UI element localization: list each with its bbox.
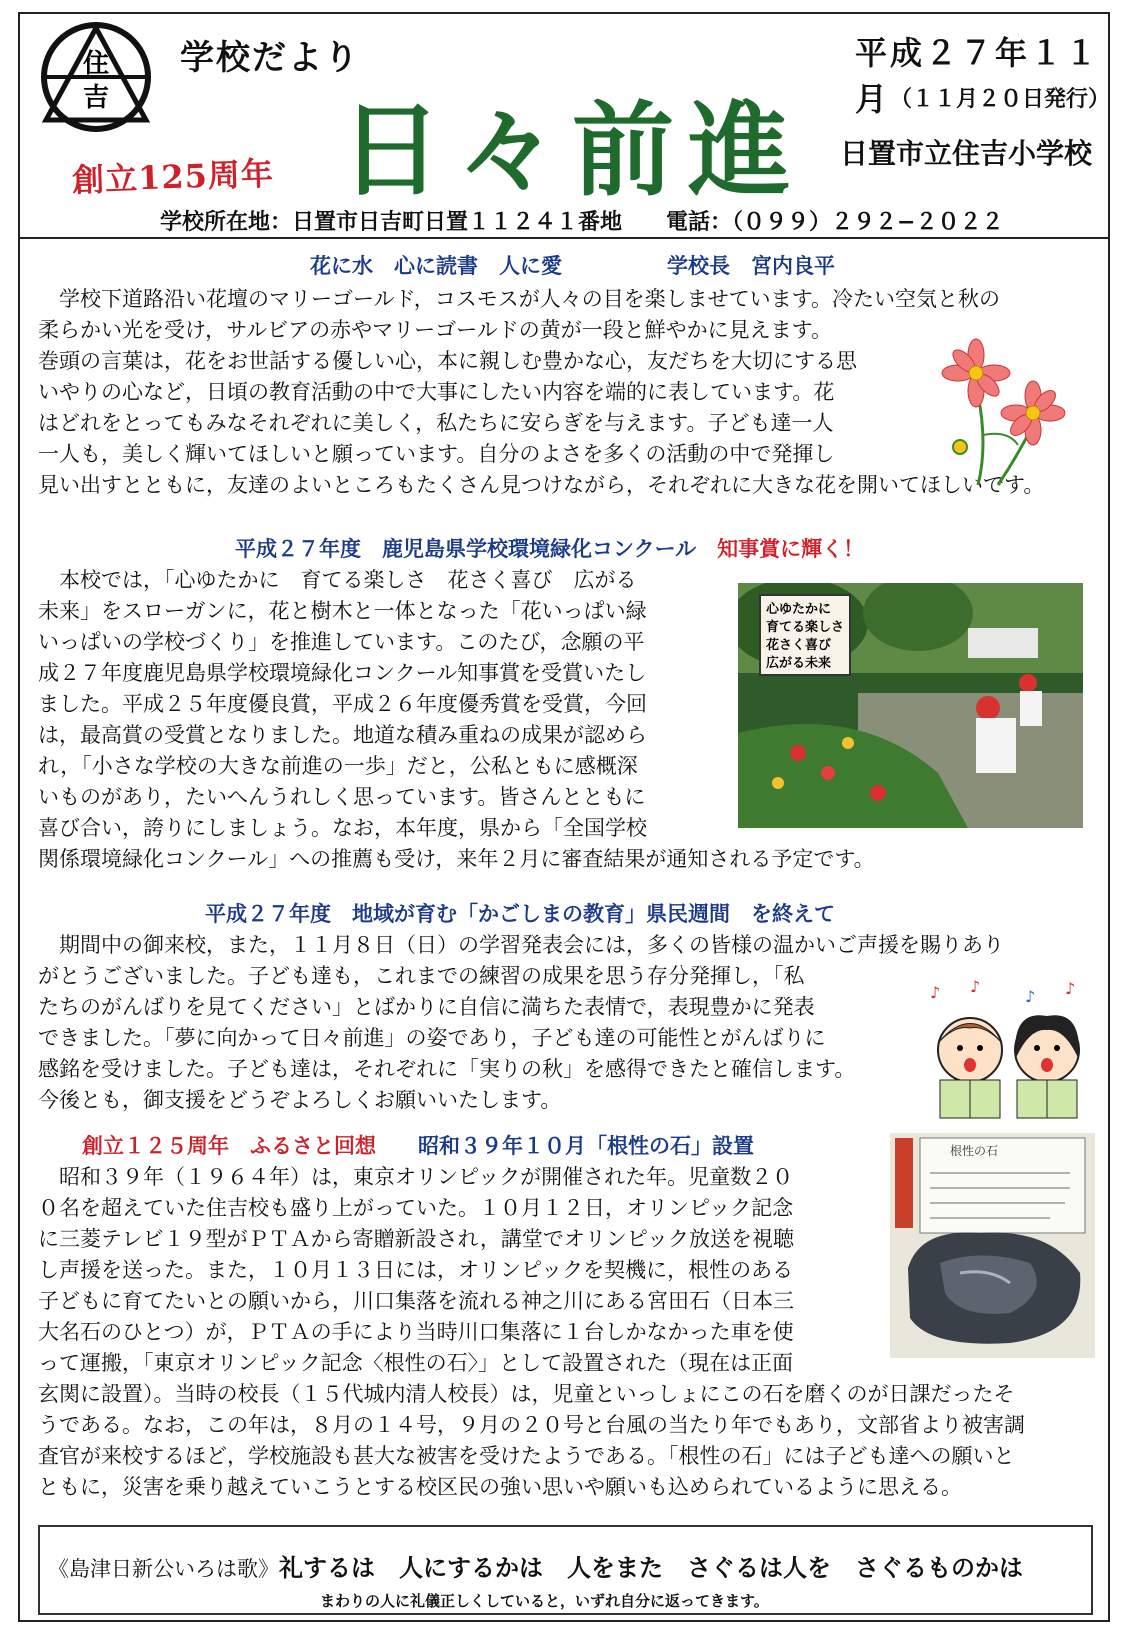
section3-line: 今後とも，御支援をどうぞよろしくお願いいたします。 bbox=[38, 1088, 562, 1112]
address-text: 学校所在地：日置市日吉町日置１１２４１番地 bbox=[160, 210, 623, 235]
section1-line: 見い出すとともに，友達のよいところもたくさん見つけながら，それぞれに大きな花を開いてほしいです。 bbox=[38, 473, 1045, 497]
photo-sign-line: 育てる楽しさ bbox=[766, 620, 845, 635]
section4-line: 子どもに育てたいとの願いから，川口集落を流れる神之川にある宮田石（日本三 bbox=[38, 1289, 794, 1313]
section3-line: 感銘を受けました。子ども達は，それぞれに「実りの秋」を感得できたと確信します。 bbox=[38, 1057, 856, 1081]
singing-kids-illustration bbox=[925, 980, 1100, 1120]
stone-photo bbox=[890, 1133, 1095, 1358]
photo-sign-line: 花さく喜び bbox=[766, 638, 832, 653]
section4-title-anniv: 創立１２５周年 ふるさと回想 bbox=[82, 1134, 376, 1158]
emblem-char-1: 住 bbox=[82, 49, 110, 79]
address-line bbox=[160, 205, 1003, 236]
issue-note: （１１月２０日発行） bbox=[890, 87, 1111, 112]
section2-award: 知事賞 bbox=[717, 537, 781, 561]
section4-line: ０名を超えていた住吉校も盛り上がっていた。１０月１２日，オリンピック記念 bbox=[38, 1196, 794, 1220]
photo-sign-line: 心ゆたかに bbox=[766, 602, 832, 617]
section3-heading: 平成２７年度 地域が育む「かごしまの教育」県民週間 を終えて bbox=[205, 902, 835, 926]
section1-line: 学校下道路沿い花壇のマリーゴールド，コスモスが人々の目を楽しませています。冷たい空気と秋の bbox=[38, 287, 1001, 311]
section2-line: いものがあり，たいへんうれしく思っています。皆さんとともに bbox=[38, 785, 646, 809]
section3-line: がとうございました。子ども達も，これまでの練習の成果を思う存分発揮し，「私 bbox=[38, 964, 805, 988]
section4-line: ともに，災害を乗り越えていこうとする校区民の強い思いや願いも込められているように思える。 bbox=[38, 1475, 962, 1499]
section1-line: はどれをとってもみなそれぞれに美しく，私たちに安らぎを与えます。子ども達一人 bbox=[38, 411, 834, 435]
section3-line: できました。「夢に向かって日々前進」の姿であり，子ども達の可能性とがんばりに bbox=[38, 1026, 826, 1050]
svg-text:♪: ♪ bbox=[1025, 987, 1036, 1006]
section2-line: 成２７年度鹿児島県学校環境緑化コンクール知事賞を受賞いたし bbox=[38, 661, 647, 685]
section2-line: 喜び合い，誇りにしましょう。なお，本年度，県から「全国学校 bbox=[38, 816, 647, 840]
footer-poem bbox=[48, 1548, 1023, 1583]
stone-sign-caption: 根性の石 bbox=[950, 1144, 999, 1158]
school-emblem-logo bbox=[38, 20, 158, 135]
section1-title: 花に水 心に読書 人に愛 bbox=[310, 254, 562, 278]
section4-line: 査官が来校するほど，学校施設も甚大な被害を受けたようである。「根性の石」には子ども達への願いと bbox=[38, 1444, 1015, 1468]
svg-text:♪: ♪ bbox=[930, 983, 941, 1002]
newsletter-label: 学校だより bbox=[180, 38, 360, 78]
section2-title-tail: に輝く！ bbox=[780, 537, 865, 561]
section1-line: 柔らかい光を受け，サルビアの赤やマリーゴールドの黄が一段と鮮やかに見えます。 bbox=[38, 318, 833, 342]
section2-line: は，最高賞の受賞となりました。地道な積み重ねの成果が認めら bbox=[38, 723, 647, 747]
section4-heading bbox=[82, 1130, 754, 1160]
svg-text:♪: ♪ bbox=[1065, 980, 1076, 998]
section1-line: 巻頭の言葉は，花をお世話する優しい心，本に親しむ豊かな心，友だちを大切にする思 bbox=[38, 349, 857, 373]
cosmos-flower-illustration bbox=[938, 335, 1068, 490]
section1-author: 学校長 宮内良平 bbox=[667, 254, 835, 278]
section1-line: 一人も，美しく輝いてほしいと願っています。自分のよさを多くの活動の中で発揮し bbox=[38, 442, 835, 466]
section2-line: ました。平成２５年度優良賞，平成２６年度優秀賞を受賞，今回 bbox=[38, 692, 647, 716]
phone-text: 電話：（０９９）２９２−２０２２ bbox=[666, 210, 1004, 235]
poem-text: 礼するは 人にするかは 人をまた さぐるは人を さぐるものかは bbox=[279, 1554, 1023, 1582]
newsletter-title: 日々前進 bbox=[340, 91, 804, 211]
section4-line: って運搬，「東京オリンピック記念〈根性の石〉」として設置された（現在は正面 bbox=[38, 1351, 794, 1375]
section4-line: に三菱テレビ１９型がＰＴＡから寄贈新設され，講堂でオリンピック放送を視聴 bbox=[38, 1227, 794, 1251]
section2-line: れ，「小さな学校の大きな前進の一歩」だと，公私ともに感概深 bbox=[38, 754, 638, 778]
section4-line: し声援を送った。また，１０月１３日には，オリンピックを契機に，根性のある bbox=[38, 1258, 794, 1282]
footer-note: まわりの人に礼儀正しくしていると，いずれ自分に返ってきます。 bbox=[320, 1592, 769, 1610]
section4-line: 玄関に設置）。当時の校長（１５代城内清人校長）は，児童といっしょにこの石を磨くのが日課だったそ bbox=[38, 1382, 1015, 1406]
anniversary-badge: 創立125周年 bbox=[71, 154, 275, 200]
section2-line: 関係環境緑化コンクール」への推薦も受け，来年２月に審査結果が通知される予定です。 bbox=[38, 847, 875, 871]
issue-date: 平成２７年１１月 bbox=[855, 34, 1101, 118]
emblem-char-2: 吉 bbox=[82, 83, 110, 113]
section2-heading bbox=[235, 533, 864, 563]
school-name: 日置市立住吉小学校 bbox=[840, 137, 1093, 170]
section3-line: たちのがんばりを見てください」とばかりに自信に満ちた表情で，表現豊かに発表 bbox=[38, 995, 815, 1019]
section3-line: 期間中の御来校，また，１１月８日（日）の学習発表会には，多くの皆様の温かいご声援を賜りあり bbox=[38, 933, 1004, 957]
section2-title: 平成２７年度 鹿児島県学校環境緑化コンクール bbox=[235, 537, 718, 561]
section2-line: 本校では，「心ゆたかに 育てる楽しさ 花さく喜び 広がる bbox=[38, 568, 637, 592]
header-divider bbox=[18, 237, 1110, 239]
section4-title: 昭和３９年１０月「根性の石」設置 bbox=[418, 1134, 754, 1158]
section2-line: いっぱいの学校づくり」を推進しています。このたび，念願の平 bbox=[38, 630, 645, 654]
garden-photo bbox=[738, 583, 1083, 828]
section4-line: うである。なお，この年は，８月の１４号，９月の２０号と台風の当たり年でもあり，文部省より被害調 bbox=[38, 1413, 1025, 1437]
svg-text:♪: ♪ bbox=[970, 980, 981, 996]
section1-heading bbox=[310, 250, 835, 280]
section4-line: 大名石のひとつ）が，ＰＴＡの手により当時川口集落に１台しかなかった車を使 bbox=[38, 1320, 794, 1344]
poem-label: 《島津日新公いろは歌》 bbox=[48, 1557, 279, 1581]
section2-line: 未来」をスローガンに，花と樹木と一体となった「花いっぱい緑 bbox=[38, 599, 647, 623]
section4-line: 昭和３９年（１９６４年）は，東京オリンピックが開催された年。児童数２０ bbox=[38, 1165, 794, 1189]
section1-line: いやりの心など，日頃の教育活動の中で大事にしたい内容を端的に表しています。花 bbox=[38, 380, 835, 404]
photo-sign-line: 広がる未来 bbox=[766, 656, 832, 671]
